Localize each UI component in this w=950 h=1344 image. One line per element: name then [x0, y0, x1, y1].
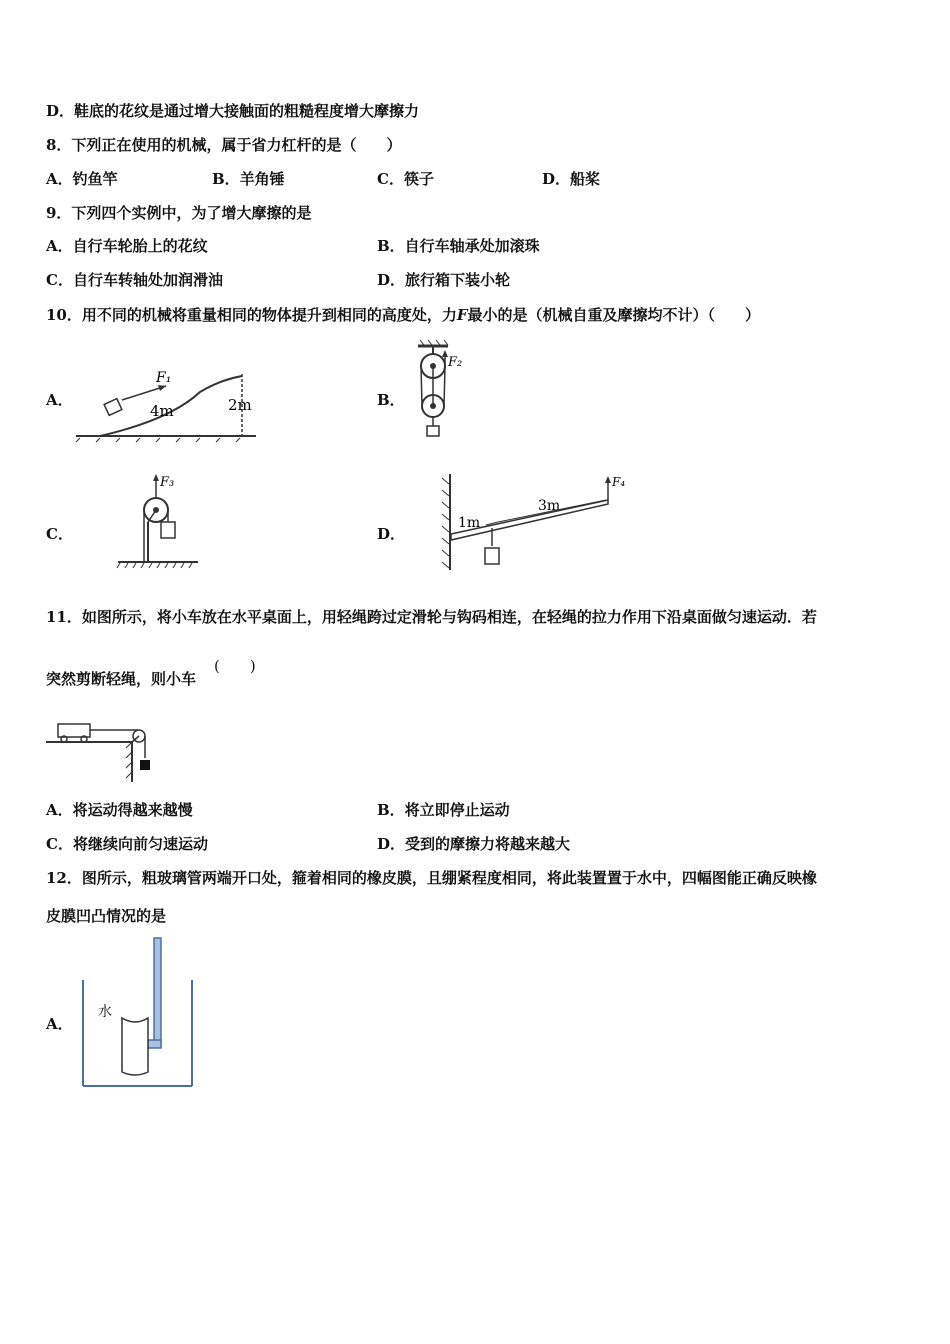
q12-stem-line2: 皮膜凹凸情况的是 [46, 907, 167, 925]
q10-figure-lever [438, 470, 638, 574]
q10-fig-d-force: F₄ [612, 475, 626, 489]
q11-option-c[interactable]: C．将继续向前匀速运动 [46, 835, 208, 853]
q12-figure-tube-in-water [76, 936, 200, 1094]
q12-stem-line1: 12．图所示，粗玻璃管两端开口处，箍着相同的橡皮膜，且绷紧程度相同，将此装置置于水中，四幅图能正确反映橡 [46, 869, 817, 887]
q10-stem-part2: 最小的是（机械自重及摩擦均不计）（ ） [467, 306, 761, 324]
q8-option-c[interactable]: C．筷子 [377, 170, 434, 188]
q9-option-a[interactable]: A．自行车轮胎上的花纹 [46, 237, 208, 255]
q11-figure-cart [46, 716, 161, 784]
q8-option-b[interactable]: B．羊角锤 [212, 170, 285, 188]
q12-water-label: 水 [98, 1004, 112, 1020]
q11-option-d[interactable]: D．受到的摩擦力将越来越大 [377, 835, 571, 853]
q11-option-a[interactable]: A．将运动得越来越慢 [46, 801, 193, 819]
q9-stem: 9．下列四个实例中，为了增大摩擦的是 [46, 204, 312, 222]
q10-fig-a-force: F₁ [156, 370, 172, 386]
q10-stem-part1: 10．用不同的机械将重量相同的物体提升到相同的高度处，力 [46, 306, 457, 324]
q10-stem [46, 305, 760, 325]
q10-fig-d-long-arm: 3m [538, 498, 561, 514]
q8-option-d[interactable]: D．船桨 [542, 170, 601, 188]
q10-fig-a-height: 2m [228, 396, 252, 414]
q10-option-a-label[interactable]: A． [46, 391, 73, 409]
q11-stem-line1: 11．如图所示，将小车放在水平桌面上，用轻绳跨过定滑轮与钩码相连，在轻绳的拉力作用下沿桌面做匀速运动．若 [46, 608, 817, 626]
q11-answer-paren: ( ) [214, 657, 256, 675]
q8-stem: 8．下列正在使用的机械，属于省力杠杆的是（ ） [46, 136, 402, 154]
q11-option-b[interactable]: B．将立即停止运动 [377, 801, 510, 819]
q7-option-d: D．鞋底的花纹是通过增大接触面的粗糙程度增大摩擦力 [46, 102, 420, 120]
q9-option-c[interactable]: C．自行车转轴处加润滑油 [46, 271, 223, 289]
q11-stem-line2: 突然剪断轻绳，则小车 [46, 670, 197, 688]
q8-option-a[interactable]: A．钓鱼竿 [46, 170, 118, 188]
q9-option-d[interactable]: D．旅行箱下装小轮 [377, 271, 511, 289]
q10-option-c-label[interactable]: C． [46, 525, 73, 543]
q10-option-b-label[interactable]: B． [377, 391, 405, 409]
q10-option-d-label[interactable]: D． [377, 525, 406, 543]
q9-option-b[interactable]: B．自行车轴承处加滚珠 [377, 237, 540, 255]
q10-figure-incline [70, 360, 270, 442]
q12-option-a-label[interactable]: A． [46, 1015, 73, 1033]
q10-figure-fixed-pulley [112, 470, 212, 570]
q10-fig-d-short-arm: 1m [458, 515, 481, 531]
q10-stem-force-symbol: F [456, 306, 468, 324]
q10-fig-b-force: F₂ [448, 355, 463, 370]
q10-figure-pulley-block [410, 338, 470, 440]
q10-fig-a-slope-length: 4m [150, 402, 174, 420]
q10-fig-c-force: F₃ [160, 475, 175, 490]
